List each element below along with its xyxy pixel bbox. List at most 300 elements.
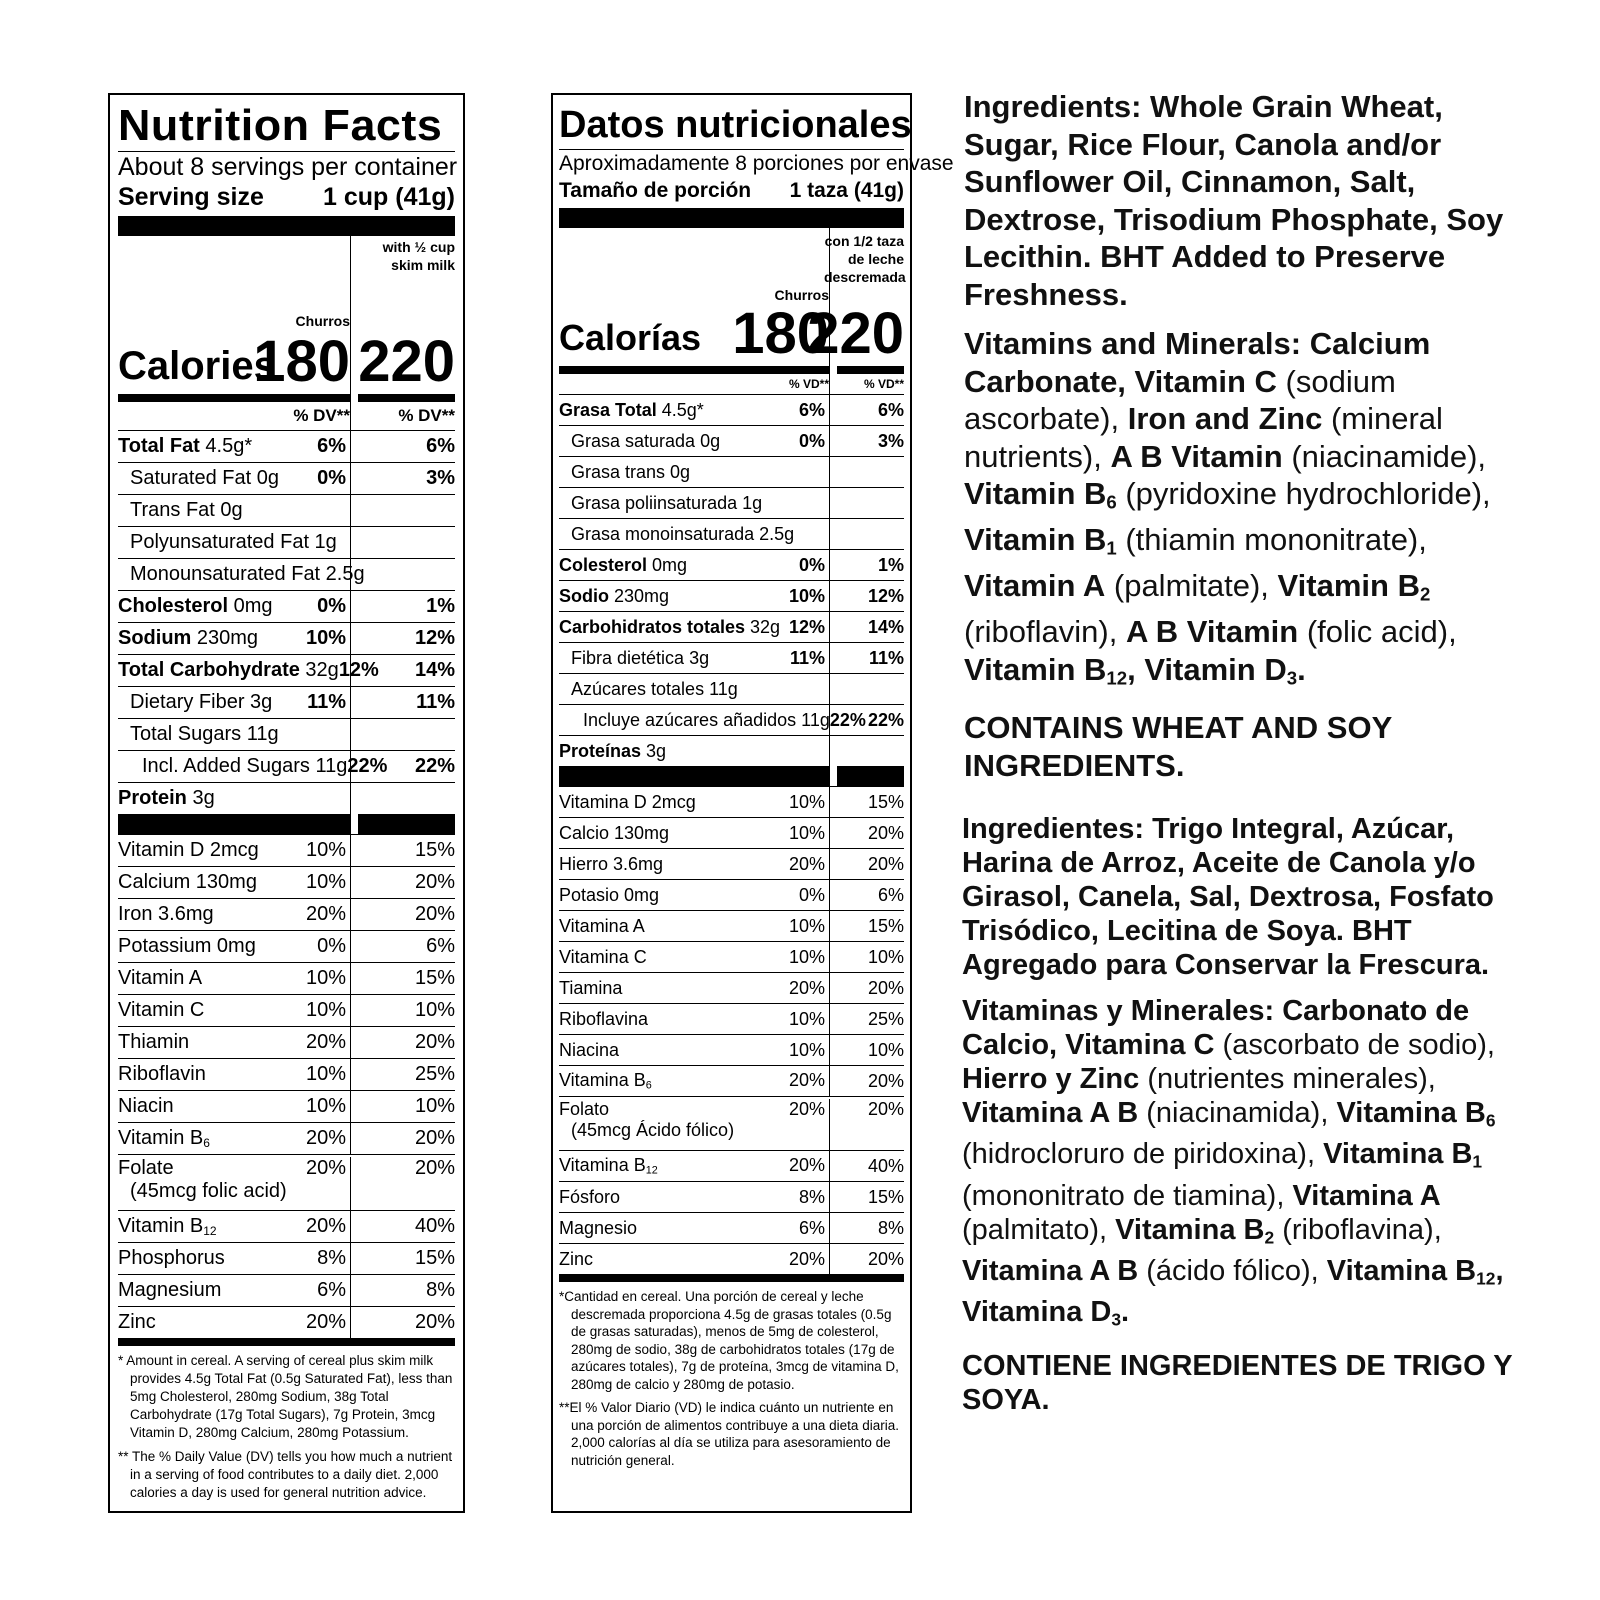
- column-divider: [350, 995, 358, 1026]
- column-divider: [829, 1213, 837, 1243]
- column-divider: [350, 1027, 358, 1058]
- vitamin-name-cell: [559, 947, 829, 968]
- serving-size-label: Tamaño de porción: [559, 179, 752, 202]
- bold-segment: Hierro y Zinc: [962, 1063, 1140, 1095]
- vitamin-row: [118, 1058, 455, 1090]
- vitamin-name: Potassium 0mg: [118, 935, 256, 957]
- vitamin-row: [118, 1026, 455, 1058]
- dv-cereal: 10%: [305, 1063, 346, 1085]
- dv-with-milk: 10%: [867, 1039, 904, 1060]
- footnote-amount: * Amount in cereal. A serving of cereal plus skim milk provides 4.5g Total Fat (0.5g Saturated Fat), less than 5mg Cholesterol, 280mg Sodium, 38g Total Carbohydrate (17g Total Sugars), 7g Protein, 3mcg Vitamin D, 280mg Calcium, 280mg Potassium.: [118, 1353, 453, 1440]
- calories-section: [118, 236, 455, 396]
- dv-cereal: 0%: [798, 884, 825, 905]
- vitamin-name: Niacina: [559, 1039, 620, 1060]
- vitamin-name-cell: [118, 1247, 350, 1270]
- subscript: 12: [1106, 667, 1128, 689]
- nutrient-name: [130, 691, 272, 714]
- vitamin-name-cell: [559, 792, 829, 813]
- column-divider: [829, 581, 837, 611]
- panel-title: Nutrition Facts: [118, 101, 443, 150]
- vitamin-name: Folato (45mcg Ácido fólico): [559, 1099, 735, 1140]
- dv-header-cereal: % VD**: [788, 377, 829, 391]
- vitamin-name: Folate (45mcg folic acid): [118, 1157, 287, 1202]
- nutrient-name-cell: [118, 627, 350, 650]
- nutrient-label: Total Sugars: [130, 723, 242, 745]
- vitamin-name-cell: [118, 999, 350, 1022]
- calories-label: Calorías: [559, 317, 702, 358]
- dv-with-milk: 20%: [414, 1311, 455, 1333]
- nutrient-label: Total Fat: [118, 435, 200, 457]
- dv-cereal: 20%: [305, 1157, 346, 1179]
- vitamin-name: Vitamin D 2mcg: [118, 839, 259, 861]
- vitamin-note: (45mcg Ácido fólico): [571, 1120, 735, 1140]
- nutrient-row: [559, 642, 904, 673]
- subscript: 1: [1472, 1151, 1483, 1172]
- vitamin-name: Zinc: [559, 1248, 594, 1269]
- dv-cereal: 0%: [317, 467, 346, 489]
- column-divider: [350, 687, 358, 718]
- subscript: 1: [1106, 537, 1117, 559]
- nutrient-name-cell: [559, 586, 829, 607]
- nutrient-name: [559, 400, 704, 421]
- vitamin-name-cell: [559, 1187, 829, 1208]
- plain-segment: (pyridoxine hydrochloride),: [1116, 476, 1491, 511]
- serving-size-label: Serving size: [118, 183, 264, 211]
- vitamin-row: [118, 1306, 455, 1338]
- panel-title: Datos nutricionales: [559, 104, 912, 146]
- vitamin-name-cell: [118, 1127, 350, 1150]
- column-divider: [829, 705, 837, 735]
- vitamin-name: Calcium 130mg: [118, 871, 257, 893]
- vitamin-row: [118, 1090, 455, 1122]
- nutrient-name-cell: [118, 787, 350, 810]
- nutrient-row: [118, 654, 455, 686]
- vitamin-name-cell: [118, 1095, 350, 1118]
- vitamin-row: [559, 1003, 904, 1034]
- dv-with-milk: 10%: [867, 946, 904, 967]
- vitamin-name-cell: [559, 823, 829, 844]
- nutrient-label: Monounsaturated Fat: [130, 563, 321, 585]
- nutrient-label: Grasa Total: [559, 399, 657, 420]
- nutrient-amount: 4.5g*: [656, 399, 704, 420]
- subscript: 2: [1419, 583, 1431, 605]
- vitamin-name: Vitamin $B_{12}$: [118, 1215, 217, 1238]
- vitamin-name: Riboflavin: [118, 1063, 206, 1085]
- dv-cereal: 12%: [788, 616, 825, 637]
- nutrient-name-cell: [559, 493, 829, 514]
- nutrient-row: [118, 558, 455, 590]
- dv-with-milk: 20%: [867, 853, 904, 874]
- vitamin-note: (45mcg folic acid): [130, 1180, 287, 1202]
- vitamin-row: [118, 1242, 455, 1274]
- vitamin-name: Tiamina: [559, 977, 623, 998]
- calories-label: Calories: [118, 344, 276, 388]
- nutrient-name-cell: [559, 555, 829, 576]
- vitamin-name-cell: [559, 1099, 829, 1141]
- footnote-daily-value: **El % Valor Diario (VD) le indica cuánto un nutriente en una porción de alimentos contribuye a una dieta diaria. 2,000 calorías al día se utiliza para asesoramiento de nutrición general.: [559, 1400, 899, 1468]
- bold-segment: .: [1121, 1296, 1130, 1329]
- nutrient-name: [118, 787, 215, 810]
- dv-with-milk: 25%: [867, 1008, 904, 1029]
- plain-segment: (palmitate),: [1105, 568, 1278, 604]
- dv-cereal: 20%: [788, 977, 825, 998]
- subscript: 12: [203, 1224, 217, 1238]
- vitamin-name: Hierro 3.6mg: [559, 853, 664, 874]
- ingredients-spanish: [962, 812, 1522, 1429]
- column-divider: [350, 899, 358, 930]
- dv-with-milk: 10%: [414, 999, 455, 1021]
- dv-cereal: 11%: [307, 691, 346, 713]
- nutrient-name: [118, 435, 252, 458]
- nutrient-name-cell: [118, 755, 388, 778]
- vitamin-row: [118, 930, 455, 962]
- bold-segment: Vitamina A: [1292, 1179, 1441, 1212]
- dv-cereal: 10%: [305, 1095, 346, 1117]
- vitamin-name-cell: [118, 967, 350, 990]
- vitamin-list: [559, 786, 904, 1274]
- vitamin-name: Vitamina C: [559, 946, 647, 967]
- column-divider: [350, 751, 358, 782]
- nutrition-facts-panel-english: [108, 93, 465, 1513]
- nutrient-amount: 0g: [665, 461, 691, 482]
- column-divider: [829, 643, 837, 673]
- dv-cereal: 20%: [788, 853, 825, 874]
- column-divider: [350, 655, 358, 686]
- column-header-with-milk: with ½ cup skim milk: [382, 239, 455, 273]
- vitamin-row: [118, 1210, 455, 1242]
- nutrient-name: [118, 627, 258, 650]
- vitamin-name-cell: [118, 1311, 350, 1334]
- column-divider: [350, 1123, 358, 1154]
- nutrient-amount: 32g: [745, 616, 781, 637]
- bold-segment: Iron and Zinc: [1127, 401, 1323, 436]
- vitamin-row: [559, 972, 904, 1003]
- nutrient-row: [118, 718, 455, 750]
- nutrient-row: [559, 611, 904, 642]
- dv-with-milk: 14%: [867, 616, 904, 637]
- nutrient-name: [130, 467, 279, 490]
- nutrient-label: Cholesterol: [118, 595, 229, 617]
- nutrient-label: Total Carbohydrate: [118, 659, 300, 681]
- nutrient-label: Azúcares totales: [571, 678, 705, 699]
- dv-with-milk: 40%: [867, 1155, 904, 1176]
- bold-segment: Vitamins and Minerals: Calcium Carbonate, Vitamin C: [964, 326, 1431, 399]
- column-divider: [350, 1059, 358, 1090]
- nutrient-amount: 4.5g*: [199, 435, 253, 457]
- column-divider: [829, 457, 837, 487]
- dv-cereal: 11%: [789, 647, 825, 668]
- bold-segment: Vitamina A B: [962, 1097, 1139, 1129]
- dv-cereal: 6%: [317, 435, 346, 457]
- dv-with-milk: 15%: [414, 1247, 455, 1269]
- nutrient-name-cell: [118, 467, 350, 490]
- vitamin-row: [118, 834, 455, 866]
- column-divider: [829, 1244, 837, 1274]
- plain-segment: (sodium ascorbate),: [964, 363, 1396, 436]
- vitamin-row: [559, 941, 904, 972]
- nutrient-label: Grasa poliinsaturada: [571, 492, 738, 513]
- vitamin-name: Vitamin C: [118, 999, 205, 1021]
- dv-with-milk: 6%: [877, 884, 904, 905]
- vitamin-list: [118, 834, 455, 1338]
- nutrient-name: [559, 741, 666, 762]
- column-divider: [350, 1307, 358, 1338]
- bold-segment: Vitamin B: [964, 522, 1107, 558]
- subscript: 12: [1476, 1268, 1496, 1289]
- vitamin-name: Vitamina D 2mcg: [559, 791, 696, 812]
- dv-with-milk: 12%: [867, 585, 904, 606]
- nutrient-name: [142, 755, 347, 778]
- ingredients-list: Ingredients: Whole Grain Wheat, Sugar, Rice Flour, Canola and/or Sunflower Oil, Cinnamon, Salt, Dextrose, Trisodium Phosphate, Soy Lecithin. BHT Added to Preserve Freshness.: [964, 89, 1504, 312]
- column-divider: [350, 623, 358, 654]
- vitamin-name-cell: [559, 1155, 829, 1177]
- nutrient-label: Proteínas: [559, 740, 642, 761]
- nutrient-row: [559, 735, 904, 766]
- nutrient-label: Polyunsaturated Fat: [130, 531, 309, 553]
- column-divider: [829, 488, 837, 518]
- dv-cereal: 0%: [317, 595, 346, 617]
- dv-header-cereal: % DV**: [293, 406, 350, 425]
- plain-segment: (mineral nutrients),: [964, 401, 1443, 474]
- dv-with-milk: 8%: [426, 1279, 455, 1301]
- nutrient-name: [559, 555, 687, 576]
- vitamin-name-cell: [559, 916, 829, 937]
- nutrient-name: [571, 431, 720, 452]
- dv-cereal: 10%: [788, 585, 825, 606]
- vitamin-row: [559, 1150, 904, 1181]
- vitamin-name: Phosphorus: [118, 1247, 225, 1269]
- nutrient-name: [571, 462, 690, 483]
- column-divider: [350, 559, 358, 590]
- nutrient-name: [130, 563, 365, 586]
- column-divider: [350, 431, 358, 462]
- nutrient-name: [130, 531, 337, 554]
- plain-segment: (riboflavin),: [964, 614, 1126, 650]
- nutrient-name-cell: [118, 563, 365, 586]
- dv-with-milk: 6%: [426, 435, 455, 457]
- dv-with-milk: 11%: [868, 647, 904, 668]
- nutrient-name-cell: [559, 679, 829, 700]
- column-divider: [829, 880, 837, 910]
- column-divider: [829, 1004, 837, 1034]
- column-divider: [829, 1035, 837, 1065]
- nutrient-name-cell: [559, 709, 866, 731]
- bold-segment: Vitamin B: [964, 476, 1107, 511]
- column-divider: [829, 942, 837, 972]
- vitamin-row: [118, 1122, 455, 1154]
- nutrient-label: Saturated Fat: [130, 467, 252, 489]
- plain-segment: (ascorbato de sodio),: [1214, 1029, 1495, 1061]
- nutrient-row: [559, 549, 904, 580]
- bold-segment: Vitamin B: [1277, 568, 1420, 604]
- vitamins-minerals-list: [964, 325, 1524, 697]
- nutrient-name: [583, 710, 830, 731]
- nutrient-name: [118, 659, 339, 682]
- nutrient-row: [559, 518, 904, 549]
- plain-segment: (thiamin mononitrate),: [1116, 522, 1427, 558]
- column-divider: [350, 1091, 358, 1122]
- dv-with-milk: 10%: [414, 1095, 455, 1117]
- servings-per-container: Aproximadamente 8 porciones por envase: [559, 152, 954, 175]
- nutrient-amount: 0g: [214, 499, 243, 521]
- vitamin-row: [559, 910, 904, 941]
- nutrient-row: [118, 430, 455, 462]
- plain-segment: (niacinamida),: [1138, 1097, 1337, 1129]
- bold-segment: Vitamina B: [1326, 1255, 1477, 1288]
- nutrient-row: [559, 456, 904, 487]
- dv-cereal: 20%: [788, 1070, 825, 1091]
- dv-cereal: 20%: [788, 1248, 825, 1269]
- dv-cereal: 20%: [788, 1155, 825, 1176]
- dv-header-with-milk: % DV**: [398, 406, 455, 425]
- nutrient-name-cell: [559, 648, 829, 669]
- nutrient-name-cell: [559, 741, 829, 762]
- vitamin-name-cell: [118, 1215, 350, 1238]
- nutrient-label: Fibra dietética: [571, 647, 685, 668]
- nutrient-amount: 3g: [684, 647, 710, 668]
- allergen-statement: CONTIENE INGREDIENTES DE TRIGO Y SOYA.: [962, 1349, 1513, 1416]
- nutrient-name: [571, 679, 738, 700]
- dv-with-milk: 15%: [414, 839, 455, 861]
- nutrient-name-cell: [118, 499, 350, 522]
- nutrient-label: Sodio: [559, 585, 609, 606]
- vitamin-name-cell: [559, 854, 829, 875]
- subscript: 3: [1286, 667, 1298, 689]
- nutrient-name: [571, 524, 794, 545]
- dv-with-milk: 15%: [867, 791, 904, 812]
- column-divider: [829, 1182, 837, 1212]
- column-divider: [829, 849, 837, 879]
- nutrient-name: [571, 648, 709, 669]
- dv-with-milk: 6%: [426, 935, 455, 957]
- nutrient-amount: 0mg: [228, 595, 273, 617]
- plain-segment: (hidrocloruro de piridoxina),: [962, 1138, 1324, 1171]
- vitamin-row: [559, 848, 904, 879]
- nutrient-amount: 0mg: [647, 554, 688, 575]
- vitamin-name: Thiamin: [118, 1031, 190, 1053]
- nutrient-row: [118, 590, 455, 622]
- dv-with-milk: 3%: [426, 467, 455, 489]
- vitamin-name: Zinc: [118, 1311, 156, 1333]
- dv-cereal: 20%: [305, 1127, 346, 1149]
- ingredients-list: Ingredientes: Trigo Integral, Azúcar, Harina de Arroz, Aceite de Canola y/o Girasol, Canela, Sal, Dextrosa, Fosfato Trisódico, Lecitina de Soya. BHT Agregado para Conservar la Frescura.: [962, 813, 1494, 981]
- dv-header-with-milk: % VD**: [863, 377, 904, 391]
- nutrient-row: [559, 394, 904, 425]
- nutrient-name-cell: [118, 531, 350, 554]
- nutrient-name-cell: [118, 691, 350, 714]
- bold-segment: , Vitamin D: [1127, 651, 1287, 687]
- dv-with-milk: 3%: [877, 430, 904, 451]
- vitamin-row: [559, 817, 904, 848]
- nutrient-amount: 2.5g: [754, 523, 795, 544]
- vitamin-name-cell: [118, 935, 350, 958]
- nutrient-amount: 11g: [704, 678, 738, 699]
- nutrient-amount: 0g: [695, 430, 721, 451]
- column-divider: [829, 612, 837, 642]
- column-divider: [829, 818, 837, 848]
- vitamin-row: [118, 1274, 455, 1306]
- column-divider: [350, 963, 358, 994]
- nutrient-label: Grasa trans: [571, 461, 666, 482]
- serving-size-value: 1 cup (41g): [323, 183, 455, 211]
- vitamin-row: [559, 1243, 904, 1274]
- ingredients-english: [964, 88, 1524, 796]
- vitamin-name: Magnesio: [559, 1217, 638, 1238]
- dv-cereal: 6%: [798, 1217, 825, 1238]
- plain-segment: (niacinamide),: [1282, 438, 1487, 474]
- serving-size: [118, 182, 455, 212]
- dv-with-milk: 15%: [867, 915, 904, 936]
- nutrient-amount: 3g: [244, 691, 273, 713]
- bold-segment: Vitamin B: [964, 651, 1107, 687]
- column-divider: [829, 519, 837, 549]
- dv-cereal: 10%: [788, 822, 825, 843]
- vitamin-name-cell: [118, 839, 350, 862]
- nutrient-row: [118, 462, 455, 494]
- dv-cereal: 0%: [798, 554, 825, 575]
- plain-segment: (folic acid),: [1298, 614, 1457, 650]
- vitamin-name-cell: [559, 885, 829, 906]
- plain-segment: (mononitrato de tiamina),: [962, 1179, 1293, 1212]
- vitamin-name-cell: [118, 1157, 350, 1203]
- dv-with-milk: 20%: [867, 977, 904, 998]
- nutrient-row: [559, 704, 904, 735]
- dv-with-milk: 15%: [867, 1186, 904, 1207]
- dv-cereal: 0%: [798, 430, 825, 451]
- vitamin-name: Vitamina $B_6$: [559, 1070, 652, 1092]
- vitamin-row: [118, 994, 455, 1026]
- serving-size-value: 1 taza (41g): [789, 179, 904, 202]
- vitamin-name-cell: [559, 1249, 829, 1270]
- column-divider: [829, 787, 837, 817]
- nutrient-amount: 32g: [299, 659, 339, 681]
- vitamin-name-cell: [118, 903, 350, 926]
- dv-cereal: 20%: [305, 1031, 346, 1053]
- serving-size: [559, 177, 904, 204]
- nutrient-label: Sodium: [118, 627, 192, 649]
- nutrient-name: [130, 499, 243, 522]
- nutrition-facts-panel-spanish: [551, 93, 954, 1513]
- nutrient-row: [118, 750, 455, 782]
- nutrient-amount: 230mg: [191, 627, 259, 649]
- vitamin-name-cell: [118, 1031, 350, 1054]
- column-divider: [350, 719, 358, 750]
- dv-with-milk: 20%: [414, 871, 455, 893]
- plain-segment: (nutrientes minerales),: [1139, 1063, 1436, 1095]
- vitamin-name-cell: [118, 1279, 350, 1302]
- dv-cereal: 8%: [317, 1247, 346, 1269]
- nutrient-amount: 1g: [309, 531, 337, 553]
- nutrient-amount: 11g: [309, 755, 348, 777]
- subscript: 6: [1485, 1110, 1496, 1131]
- vitamin-name-cell: [559, 978, 829, 999]
- bold-segment: Vitaminas y Minerales: Carbonato de Calcio, Vitamina C: [962, 995, 1470, 1061]
- dv-cereal: 10%: [305, 871, 346, 893]
- calories-cereal: 180: [732, 301, 829, 366]
- dv-with-milk: 25%: [414, 1063, 455, 1085]
- calories-with-milk: 220: [807, 301, 904, 366]
- column-divider: [829, 426, 837, 456]
- dv-cereal: 22%: [347, 755, 388, 777]
- vitamin-name: Iron 3.6mg: [118, 903, 214, 925]
- dv-with-milk: 20%: [414, 1127, 455, 1149]
- nutrient-name: [130, 723, 279, 746]
- subscript: 2: [1264, 1227, 1275, 1248]
- bold-segment: Vitamina A B: [962, 1255, 1139, 1288]
- vitamin-name: Riboflavina: [559, 1008, 649, 1029]
- vitamin-name-cell: [118, 1063, 350, 1086]
- dv-cereal: 8%: [798, 1186, 825, 1207]
